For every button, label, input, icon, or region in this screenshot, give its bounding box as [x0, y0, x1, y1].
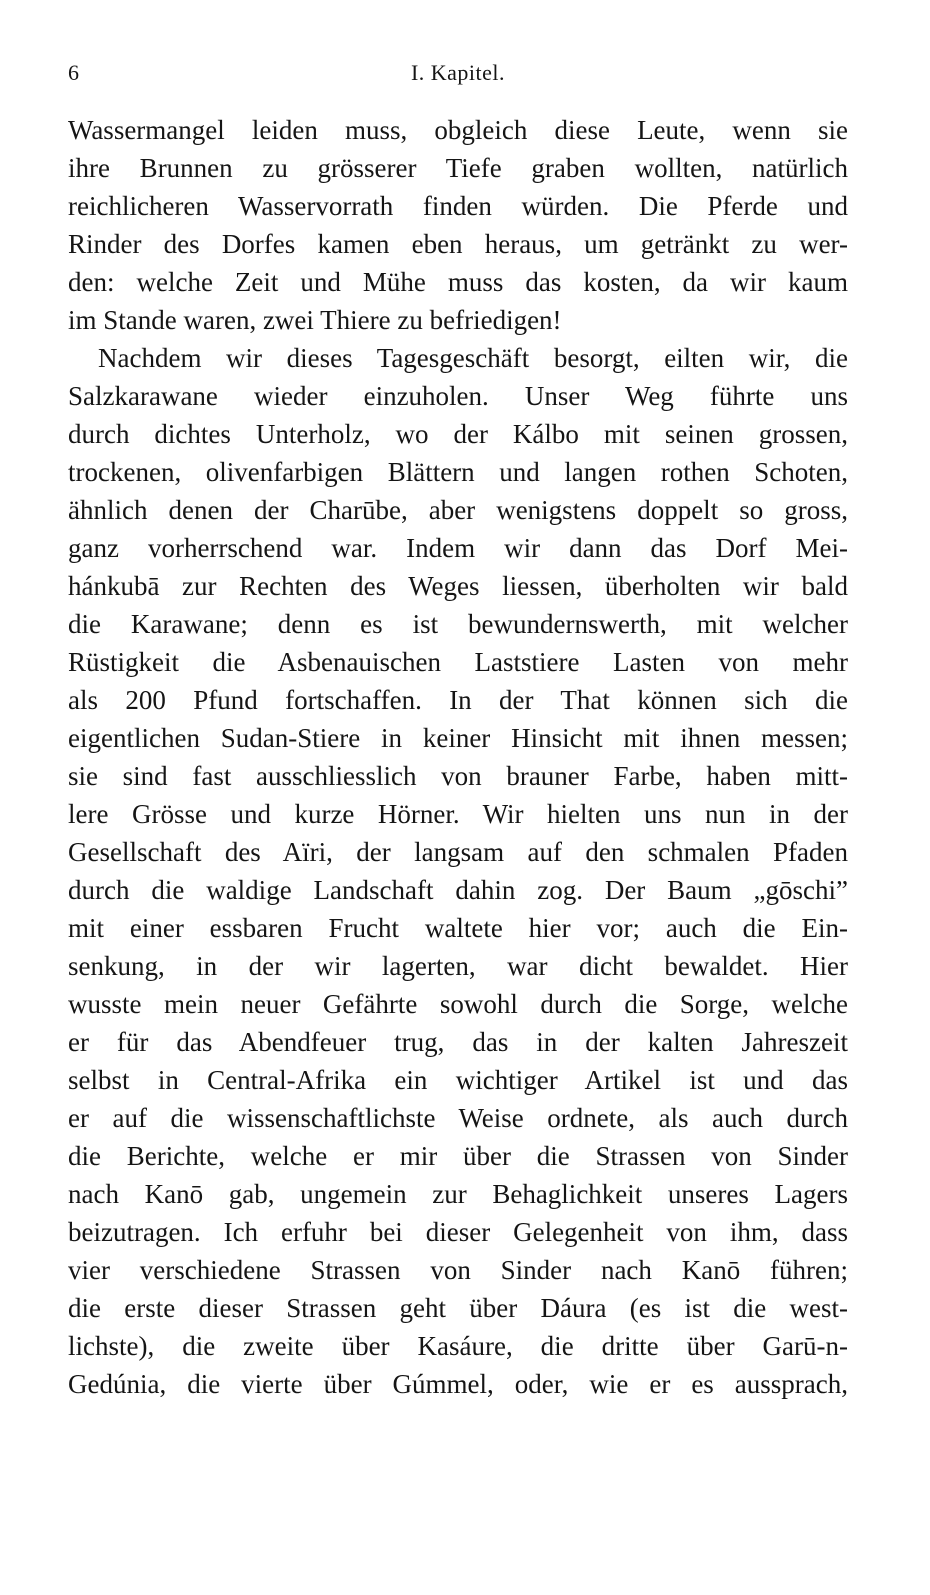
text-line: er auf die wissenschaftlichste Weise ordnete, als auch durch: [68, 1103, 848, 1133]
text-line: lichste), die zweite über Kasáure, die dritte über Garū-n-: [68, 1331, 848, 1361]
text-line: Gedúnia, die vierte über Gúmmel, oder, wie er es aussprach,: [68, 1369, 848, 1399]
text-line: reichlicheren Wasservorrath finden würden. Die Pferde und: [68, 191, 848, 221]
text-line: die Berichte, welche er mir über die Strassen von Sinder: [68, 1141, 848, 1171]
text-line: Rüstigkeit die Asbenauischen Laststiere Lasten von mehr: [68, 647, 848, 677]
text-line: den: welche Zeit und Mühe muss das kosten, da wir kaum: [68, 267, 848, 297]
running-head: [68, 60, 848, 90]
text-line: selbst in Central-Afrika ein wichtiger Artikel ist und das: [68, 1065, 848, 1095]
text-line: beizutragen. Ich erfuhr bei dieser Gelegenheit von ihm, dass: [68, 1217, 848, 1247]
page-number: 6: [68, 60, 79, 85]
text-line: er für das Abendfeuer trug, das in der kalten Jahreszeit: [68, 1027, 848, 1057]
text-line: Salzkarawane wieder einzuholen. Unser Weg führte uns: [68, 381, 848, 411]
text-line: die erste dieser Strassen geht über Dáura (es ist die west-: [68, 1293, 848, 1323]
text-line: vier verschiedene Strassen von Sinder nach Kanō führen;: [68, 1255, 848, 1285]
text-line: trockenen, olivenfarbigen Blättern und langen rothen Schoten,: [68, 457, 848, 487]
text-line: ganz vorherrschend war. Indem wir dann das Dorf Mei-: [68, 533, 848, 563]
text-line: ihre Brunnen zu grösserer Tiefe graben wollten, natürlich: [68, 153, 848, 183]
text-line: Wassermangel leiden muss, obgleich diese Leute, wenn sie: [68, 115, 848, 145]
text-line: mit einer essbaren Frucht waltete hier vor; auch die Ein-: [68, 913, 848, 943]
text-line: durch dichtes Unterholz, wo der Kálbo mit seinen grossen,: [68, 419, 848, 449]
body-text: [68, 111, 848, 1403]
text-line: als 200 Pfund fortschaffen. In der That können sich die: [68, 685, 848, 715]
text-line: die Karawane; denn es ist bewundernswerth, mit welcher: [68, 609, 848, 639]
chapter-title: I. Kapitel.: [410, 60, 506, 85]
text-line: im Stande waren, zwei Thiere zu befriedigen!: [68, 305, 562, 335]
text-line: Rinder des Dorfes kamen eben heraus, um getränkt zu wer-: [68, 229, 848, 259]
text-line: hánkubā zur Rechten des Weges liessen, überholten wir bald: [68, 571, 848, 601]
text-line: Nachdem wir dieses Tagesgeschäft besorgt, eilten wir, die: [98, 343, 848, 373]
text-line: Gesellschaft des Aïri, der langsam auf den schmalen Pfaden: [68, 837, 848, 867]
text-line: nach Kanō gab, ungemein zur Behaglichkeit unseres Lagers: [68, 1179, 848, 1209]
text-line: sie sind fast ausschliesslich von brauner Farbe, haben mitt-: [68, 761, 848, 791]
text-line: lere Grösse und kurze Hörner. Wir hielten uns nun in der: [68, 799, 848, 829]
text-line: wusste mein neuer Gefährte sowohl durch die Sorge, welche: [68, 989, 848, 1019]
text-line: eigentlichen Sudan-Stiere in keiner Hinsicht mit ihnen messen;: [68, 723, 848, 753]
text-line: durch die waldige Landschaft dahin zog. Der Baum „gōschi”: [68, 875, 848, 905]
text-line: senkung, in der wir lagerten, war dicht bewaldet. Hier: [68, 951, 848, 981]
text-line: ähnlich denen der Charūbe, aber wenigstens doppelt so gross,: [68, 495, 848, 525]
